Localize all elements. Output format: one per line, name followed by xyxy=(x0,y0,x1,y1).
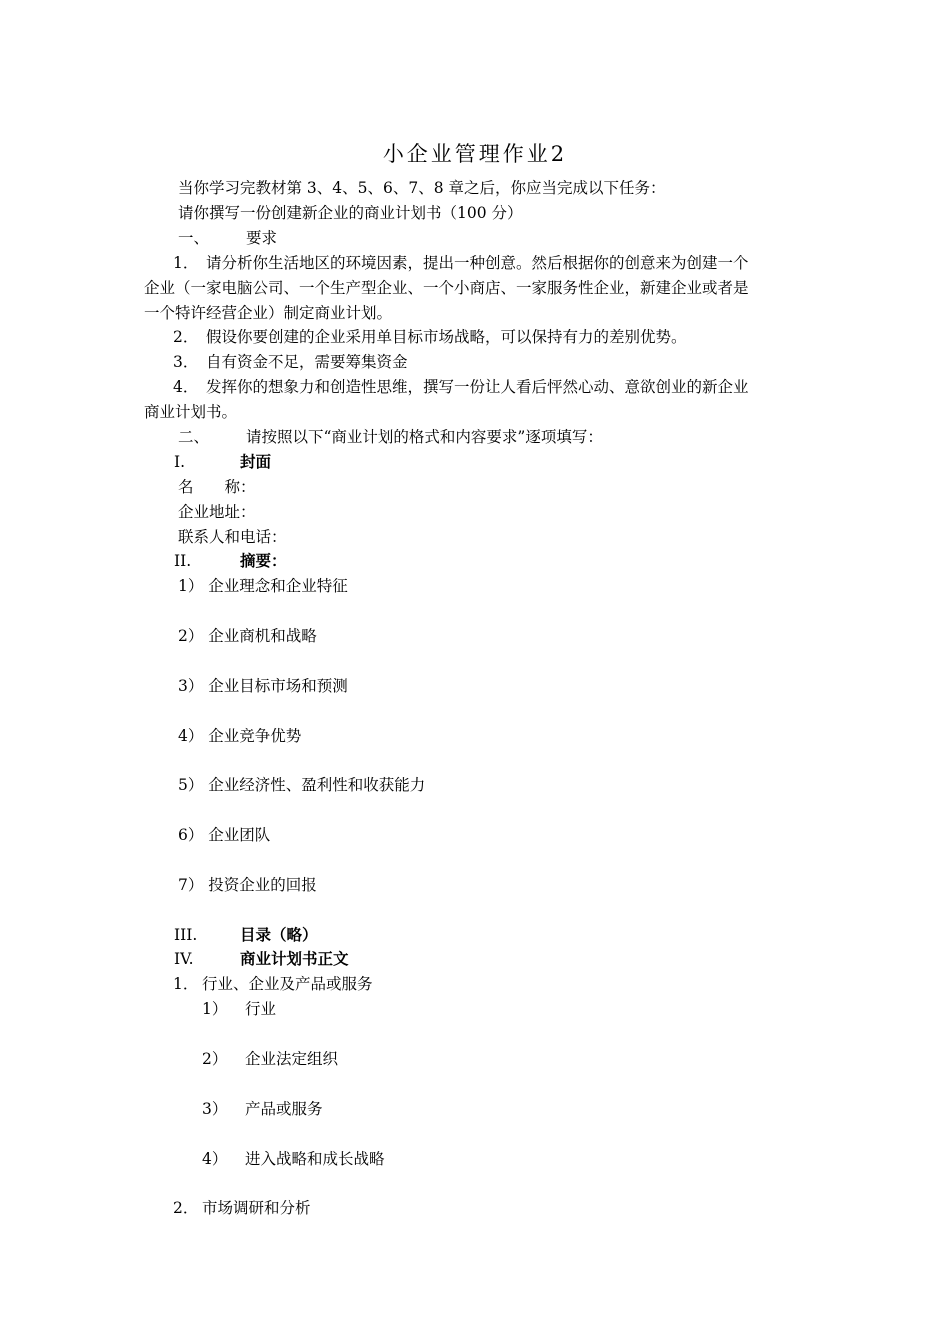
body-section-2-number: 2． xyxy=(173,1199,199,1217)
section-2-number: 二、 xyxy=(178,428,210,446)
part-2-title: 摘要： xyxy=(240,551,287,570)
part-1-number: I. xyxy=(174,453,186,471)
requirement-4-number: 4． xyxy=(173,378,199,396)
summary-item: 5） 企业经济性、盈利性和收获能力 xyxy=(178,776,426,794)
requirement-2-number: 2． xyxy=(173,328,199,346)
body-section-1-number: 1． xyxy=(173,975,199,993)
summary-item: 7） 投资企业的回报 xyxy=(178,876,317,894)
body-item-number: 4） xyxy=(202,1150,228,1168)
requirement-1-text-a: 请分析你生活地区的环境因素，提出一种创意。然后根据你的创意来为创建一个 xyxy=(206,254,749,272)
requirement-1-text-c: 一个特许经营企业）制定商业计划。 xyxy=(144,304,393,322)
section-1-title: 要求 xyxy=(246,229,278,247)
summary-item: 4） 企业竞争优势 xyxy=(178,727,302,745)
summary-item: 6） 企业团队 xyxy=(178,826,271,844)
cover-address-field: 企业地址： xyxy=(178,503,256,521)
requirement-3-number: 3． xyxy=(173,353,199,371)
summary-item: 3） 企业目标市场和预测 xyxy=(178,677,348,695)
body-item-text: 产品或服务 xyxy=(245,1100,323,1118)
requirement-4-text-a: 发挥你的想象力和创造性思维，撰写一份让人看后怦然心动、意欲创业的新企业 xyxy=(206,378,749,396)
body-section-1-title: 行业、企业及产品或服务 xyxy=(202,975,373,993)
part-1-title: 封面 xyxy=(240,452,272,471)
document-title: 小企业管理作业2 xyxy=(382,142,568,166)
requirement-1-number: 1． xyxy=(173,254,199,272)
requirement-1-text-b: 企业（一家电脑公司、一个生产型企业、一个小商店、一家服务性企业，新建企业或者是 xyxy=(144,279,749,297)
part-2-number: II. xyxy=(174,552,192,570)
body-section-2-title: 市场调研和分析 xyxy=(202,1199,311,1217)
requirement-3-text: 自有资金不足，需要筹集资金 xyxy=(206,353,408,371)
summary-item: 2） 企业商机和战略 xyxy=(178,627,317,645)
requirement-2-text: 假设你要创建的企业采用单目标市场战略，可以保持有力的差别优势。 xyxy=(206,328,687,346)
intro-line-2: 请你撰写一份创建新企业的商业计划书（100 分） xyxy=(178,204,523,222)
intro-line-1: 当你学习完教材第 3、4、5、6、7、8 章之后，你应当完成以下任务： xyxy=(178,179,666,197)
body-item-number: 3） xyxy=(202,1100,228,1118)
body-item-text: 行业 xyxy=(245,1000,277,1018)
section-1-number: 一、 xyxy=(178,229,210,247)
summary-item: 1） 企业理念和企业特征 xyxy=(178,577,348,595)
body-item-text: 进入战略和成长战略 xyxy=(245,1150,385,1168)
body-item-text: 企业法定组织 xyxy=(245,1050,339,1068)
requirement-4-text-b: 商业计划书。 xyxy=(144,403,238,421)
cover-name-field: 名 称： xyxy=(178,478,256,496)
part-4-title: 商业计划书正文 xyxy=(240,949,349,968)
body-item-number: 2） xyxy=(202,1050,228,1068)
section-2-title: 请按照以下“商业计划的格式和内容要求”逐项填写： xyxy=(246,428,603,446)
body-item-number: 1） xyxy=(202,1000,228,1018)
part-3-number: III. xyxy=(174,926,198,944)
part-3-title: 目录（略） xyxy=(240,925,318,944)
part-4-number: IV. xyxy=(174,950,194,968)
cover-contact-field: 联系人和电话： xyxy=(178,528,287,546)
